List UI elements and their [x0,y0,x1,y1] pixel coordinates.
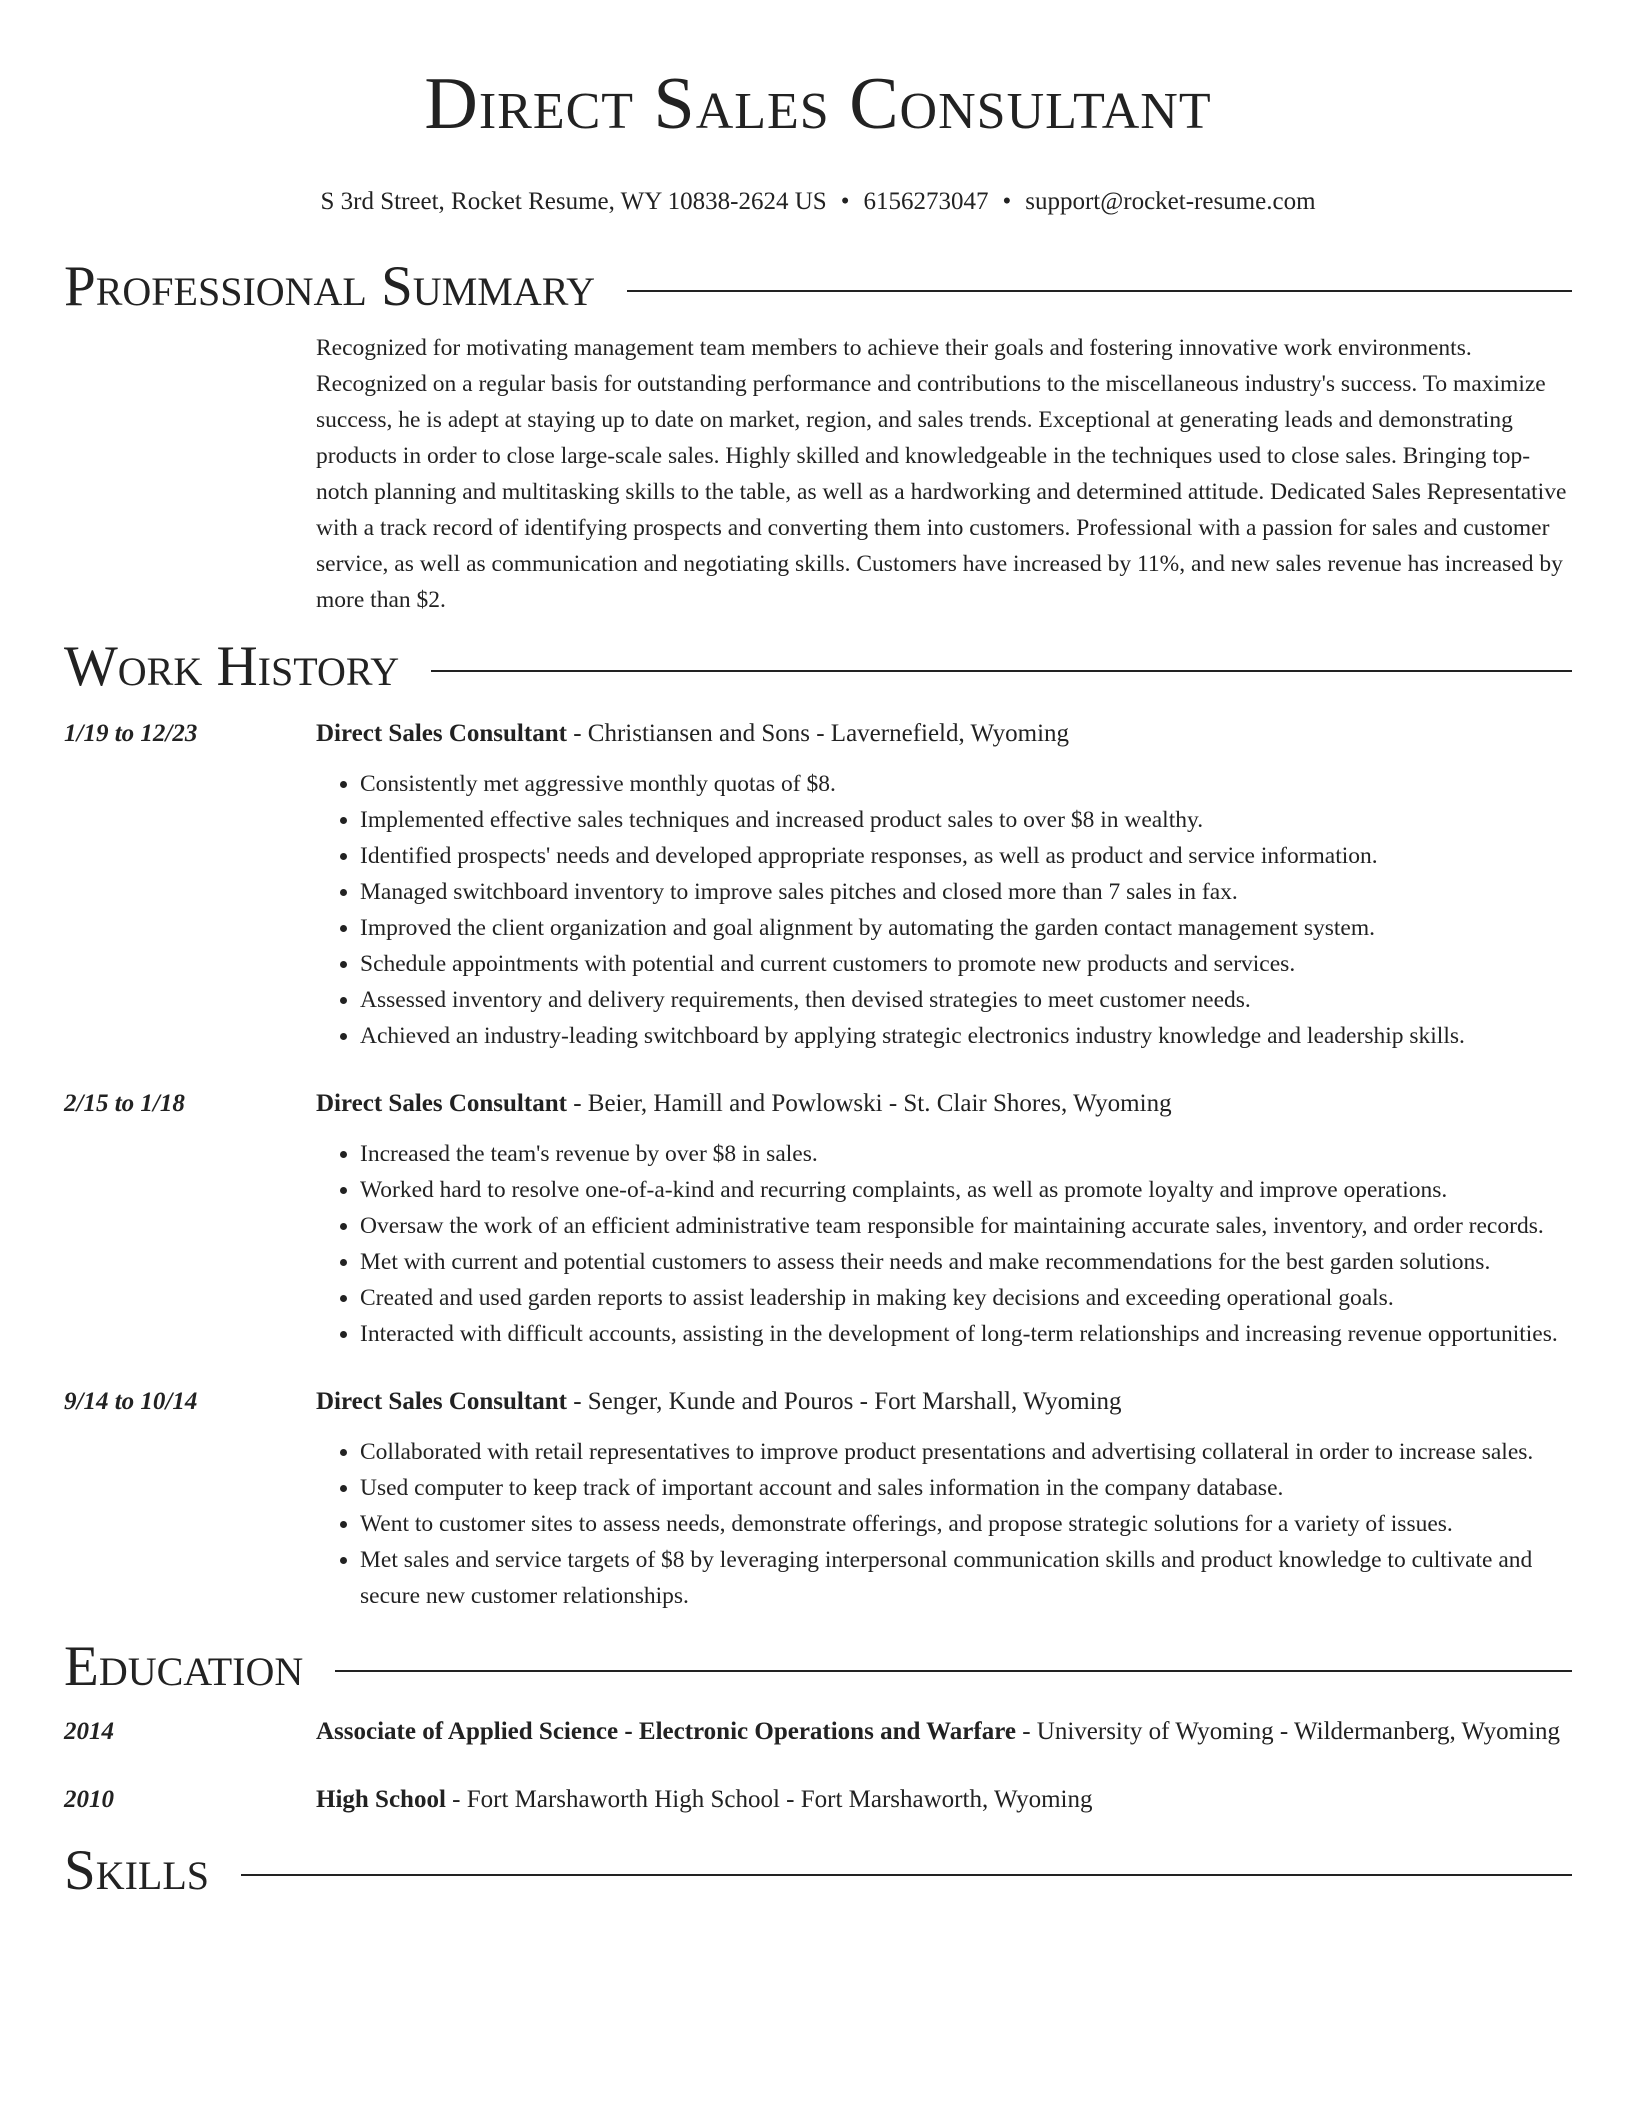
resume-title: Direct Sales Consultant [424,63,1212,145]
contact-phone: 6156273047 [863,188,989,215]
summary-text: Recognized for motivating management team members to achieve their goals and fostering innovative work environments. Recognized on a regular basis for outstanding performance and contributions to the miscellaneous industry's success. To maximize success, he is adept at staying up to date on market, region, and sales trends. Exceptional at generating leads and demonstrating products in order to close large-scale sales. Highly skilled and knowledgeable in the techniques used to close sales. Bringing top-notch planning and multitasking skills to the table, as well as a hardworking and determined attitude. Dedicated Sales Representative with a track record of identifying prospects and converting them into customers. Professional with a passion for sales and customer service, as well as communication and negotiating skills. Customers have increased by 11%, and new sales revenue has increased by more than $2. [316,335,1567,613]
job-role: Direct Sales Consultant [316,720,567,747]
job-dates: 9/14 to 10/14 [64,1388,198,1415]
job-heading [316,1084,1572,1124]
education-year: 2014 [64,1718,114,1745]
job-bullet: • Schedule appointments with potential and current customers to promote new products and services. [360,946,1572,982]
education-section-header [64,1632,1572,1702]
section-divider [627,290,1572,292]
job-employer: - Beier, Hamill and Powlowski - St. Clair Shores, Wyoming [566,1090,1172,1117]
job-bullet: • Interacted with difficult accounts, assisting in the development of long-term relationships and increasing revenue opportunities. [360,1316,1572,1352]
job-bullet: • Implemented effective sales techniques and increased product sales to over $8 in wealthy. [360,802,1572,838]
job-bullet: • Met sales and service targets of $8 by leveraging interpersonal communication skills and product knowledge to cultivate and secure new customer relationships. [360,1542,1572,1614]
job-bullet: • Improved the client organization and goal alignment by automating the garden contact management system. [360,910,1572,946]
education-degree: High School [316,1786,446,1813]
job-entry [64,1084,1572,1352]
job-entry [64,1382,1572,1614]
contact-address: S 3rd Street, Rocket Resume, WY 10838-2624 US [320,188,827,215]
section-title-summary: Professional Summary [64,255,596,318]
education-entry [64,1712,1572,1752]
job-body [316,1382,1572,1614]
resume-page [64,0,1572,1906]
section-title-education: Education [64,1635,304,1698]
education-school: - Fort Marshaworth High School - Fort Marshaworth, Wyoming [445,1786,1093,1813]
work-section-header [64,632,1572,702]
job-bullet: • Identified prospects' needs and developed appropriate responses, as well as product and service information. [360,838,1572,874]
job-dates: 1/19 to 12/23 [64,720,198,747]
job-employer: - Senger, Kunde and Pouros - Fort Marshall, Wyoming [566,1388,1122,1415]
job-bullets [316,1136,1572,1352]
job-bullet: • Managed switchboard inventory to improve sales pitches and closed more than 7 sales in fax. [360,874,1572,910]
education-year: 2010 [64,1786,114,1813]
job-body [316,714,1572,1054]
job-bullet: • Worked hard to resolve one-of-a-kind and recurring complaints, as well as promote loyalty and improve operations. [360,1172,1572,1208]
job-bullet: • Achieved an industry-leading switchboard by applying strategic electronics industry knowledge and leadership skills. [360,1018,1572,1054]
job-bullet: • Increased the team's revenue by over $8 in sales. [360,1136,1572,1172]
education-heading [316,1780,1572,1820]
job-bullet: • Created and used garden reports to assist leadership in making key decisions and exceeding operational goals. [360,1280,1572,1316]
skills-section-header [64,1836,1572,1906]
education-school: - University of Wyoming - Wildermanberg, Wyoming [1015,1718,1561,1745]
job-bullet: • Consistently met aggressive monthly quotas of $8. [360,766,1572,802]
section-divider [241,1874,1572,1876]
education-degree: Associate of Applied Science - Electronic Operations and Warfare [316,1718,1016,1745]
section-title-work: Work History [64,635,400,698]
job-bullets [316,766,1572,1054]
job-employer: - Christiansen and Sons - Lavernefield, Wyoming [566,720,1070,747]
job-body [316,1084,1572,1352]
job-dates: 2/15 to 1/18 [64,1090,185,1117]
contact-separator: • [1002,188,1012,215]
job-bullet: • Met with current and potential customers to assess their needs and make recommendations for the best garden solutions. [360,1244,1572,1280]
job-heading [316,714,1572,754]
job-role: Direct Sales Consultant [316,1388,567,1415]
job-bullet: • Oversaw the work of an efficient administrative team responsible for maintaining accurate sales, inventory, and order records. [360,1208,1572,1244]
job-bullet: • Collaborated with retail representatives to improve product presentations and advertising collateral in order to increase sales. [360,1434,1572,1470]
section-divider [431,670,1572,672]
job-role: Direct Sales Consultant [316,1090,567,1117]
job-bullet: • Assessed inventory and delivery requirements, then devised strategies to meet customer needs. [360,982,1572,1018]
contact-line [64,186,1572,218]
summary-section-header [64,252,1572,322]
education-heading [316,1712,1572,1752]
job-bullets [316,1434,1572,1614]
section-divider [335,1670,1572,1672]
contact-separator: • [840,188,850,215]
job-entry [64,714,1572,1054]
job-bullet: • Went to customer sites to assess needs, demonstrate offerings, and propose strategic solutions for a variety of issues. [360,1506,1572,1542]
job-heading [316,1382,1572,1422]
section-title-skills: Skills [64,1839,210,1902]
education-entry [64,1780,1572,1820]
contact-email: support@rocket-resume.com [1025,188,1316,215]
job-bullet: • Used computer to keep track of important account and sales information in the company database. [360,1470,1572,1506]
